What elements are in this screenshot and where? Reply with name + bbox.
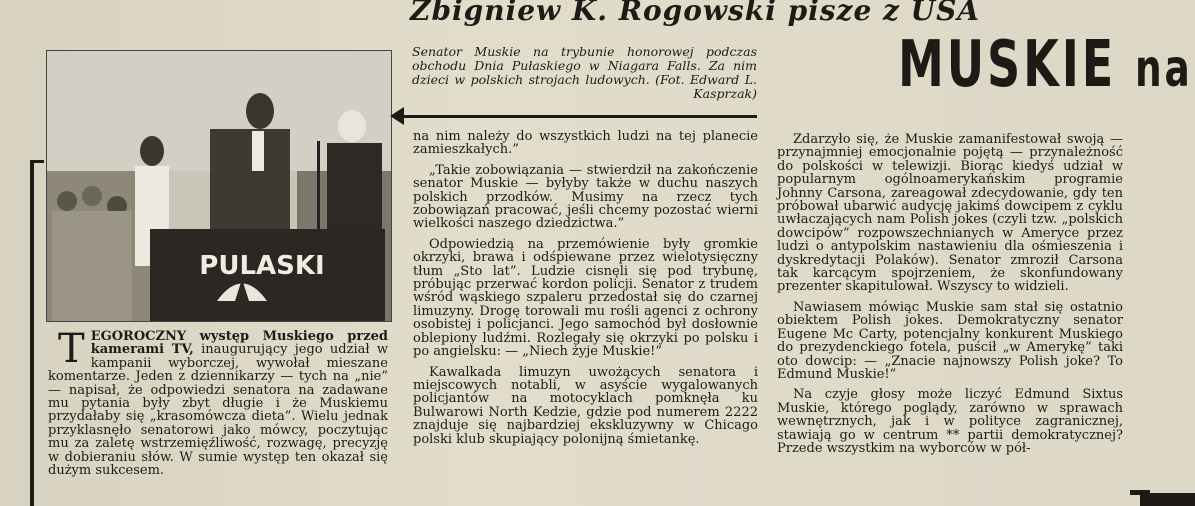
paragraph: Kawalkada limuzyn uwożących senatora i miejscowych notabli, w asyście wygalowanych policjantów na motocyklach pomknęła ku Bulwarowi North Kedzie, gdzie pod numerem 2222 znajduje się najbardziej ekskluzywny w Chicago polski klub skupiający polonijną śmietankę. bbox=[413, 364, 758, 447]
photo-senator-podium-icon bbox=[47, 51, 391, 321]
page-marker-block bbox=[1140, 493, 1195, 506]
arrow-left-icon bbox=[390, 107, 404, 125]
paragraph: Nawiasem mówiąc Muskie sam stał się ostatnio obiektem Polish jokes. Demokratyczny senator Eugene Mc Carty, potencjalny konkurent Muskiego do prezydenckiego fotela, puścił „w Amerykę” taki oto dowcip: — „Znacie najnowszy Polish joke? To Edmund Muskie!” bbox=[777, 299, 1123, 382]
byline: Zbigniew K. Rogowski pisze z USA bbox=[410, 0, 981, 27]
drop-cap: T bbox=[58, 326, 85, 372]
article-column-1 bbox=[48, 326, 388, 484]
column-rule-cap bbox=[30, 160, 44, 163]
paragraph: Na czyje głosy może liczyć Edmund Sixtus Muskie, którego poglądy, zarówno w sprawach wewnętrznych, jak i w polityce zagranicznej, stawiają go w centrum ** partii demokratycznej? Przede wszystkim na wyborców w pół- bbox=[777, 387, 1123, 456]
caption-arrow-line bbox=[402, 115, 757, 118]
banner-text: PULASKI bbox=[199, 251, 325, 281]
paragraph: Odpowiedzią na przemówienie były gromkie okrzyki, brawa i odśpiewane przez wielotysięczny tłum „Sto lat”. Ludzie cisnęli się pod trybunę, próbując przerwać kordon policji. Senator z trudem wśród wąskiego szpaleru przedostał się do czarnej limuzyny. Drogę torowali mu rośli agenci z ochrony osobistej i policjanci. Jego samochód był dosłownie oblepiony ludźmi. Rozlegały się okrzyki po polsku i po angielsku: — „Niech żyje Muskie!” bbox=[413, 236, 758, 360]
paragraph: na nim należy do wszystkich ludzi na tej planecie zamieszkałych.” bbox=[413, 129, 758, 158]
article-column-3 bbox=[777, 133, 1123, 462]
news-photo bbox=[46, 50, 392, 322]
column-rule bbox=[30, 160, 34, 506]
paragraph: Zdarzyło się, że Muskie zamanifestował swoją — przynajmniej emocjonalnie pojętą — przynależność do polskości w telewizji. Biorąc kiedyś udział w popularnym ogólnoamerykańskim programie Johnny Carsona, zareagował zdecydowanie, gdy ten próbował ubarwić audycję jakimś dowcipem z cyklu uwłaczających nam Polish jokes (czyli tzw. „polskich dowcipów” rozpowszechnianych w Ameryce przez ludzi o antypolskim nastawieniu dla ośmieszenia i dyskredytacji Polaków). Senator zmroził Carsona tak karcącym spojrzeniem, że skonfundowany prezenter skapitulował. Wszyscy to widzieli. bbox=[777, 132, 1123, 295]
paragraph: „Takie zobowiązania — stwierdził na zakończenie senator Muskie — byłyby także w duchu naszych polskich przodków. Musimy na rzecz tych zobowiązań pracować, jeśli chcemy pozostać wierni wielkości naszego dziedzictwa.” bbox=[413, 162, 758, 232]
article-column-2 bbox=[413, 130, 758, 453]
headline-tail: na bbox=[1134, 39, 1193, 99]
lead-body: inaugurujący jego udział w kampanii wyborczej, wywołał mieszane komentarze. Jeden z dziennikarzy — tych na „nie” — napisał, że odpowiedzi senatora na zadawane mu pytania były zbyt długie i że Muskiemu przydałaby się „krasomówcza dieta”. Wielu jednak przyklasnęło senatorowi jako mówcy, poczytując mu za zaletę wstrzemięźliwość, rozwagę, precyzję w dobieraniu słów. W sumie występ ten okazał się dużym sukcesem. bbox=[48, 342, 388, 479]
lead-text: EGOROCZNY występ Muskiego przed kamerami TV, bbox=[90, 329, 388, 358]
paragraph bbox=[48, 326, 388, 479]
headline bbox=[898, 30, 1193, 104]
photo-caption: Senator Muskie na trybunie honorowej podczas obchodu Dnia Pułaskiego w Niagara Falls. Za nim dzieci w polskich strojach ludowych. (Fot. Edward L. Kasprzak) bbox=[412, 44, 757, 101]
headline-main: MUSKIE bbox=[898, 28, 1117, 102]
